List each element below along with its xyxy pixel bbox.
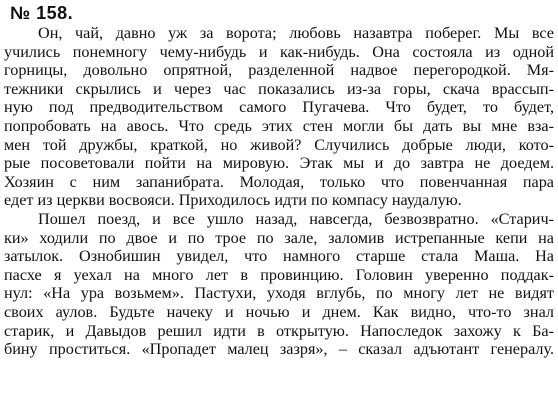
text-line: Он, чай, давно уж за ворота; любовь назавтра поберег. Мы все: [38, 24, 554, 42]
text-line: рые посоветовали пойти на мировую. Этак мы и до завтра не доедем.: [4, 154, 554, 173]
text-line: учились понемногу чему-нибудь и как-нибудь. Она состояла из одной: [4, 42, 554, 61]
text-line: мен той дружбы, краткой, но живой? Случились добрые люди, кото-: [4, 135, 554, 154]
exercise-page: [4, 2, 554, 359]
text-line: нул: «На ура возьмем». Пастухи, уходя вглубь, по многу лет не видят: [4, 284, 554, 303]
exercise-number: № 158.: [10, 3, 74, 23]
text-line: своих аулов. Будьте начеку и ночью и днем. Как видно, что-то знал: [4, 302, 554, 321]
text-line: пасхе я уехал на много лет в провинцию. Головин уверенно поддак-: [4, 265, 554, 284]
text-line: попробовать на авось. Что средь этих стен могли бы дать вы мне взa-: [4, 116, 554, 135]
text-line: бину проститься. «Пропадет малец зазря», – сказал адъютант генералу.: [4, 340, 554, 359]
text-line: ки» ходили по двое и по трое по зале, заломив истрепанные кепи на: [4, 228, 554, 247]
text-line: тежники скрылись и через час показались из-за горы, скача врассып-: [4, 79, 554, 98]
text-line: едет из церкви восвояси. Приходилось идти по компасу наудалую.: [4, 191, 462, 210]
text-line: Хозяин с ним запанибрата. Молодая, только что повенчанная пара: [4, 172, 554, 191]
paragraph-1: [4, 24, 554, 210]
text-line: старик, и Давыдов решил идти в открытую. Напоследок захожу к Ба-: [4, 321, 554, 340]
paragraph-2: [4, 210, 554, 359]
text-line: затылок. Ознобишин увидел, что намного старше стала Маша. На: [4, 247, 554, 266]
text-line: ную под предводительством самого Пугачева. Что будет, то будет,: [4, 98, 554, 117]
text-line: горницы, довольно опрятной, разделенной надвое перегородкой. Мя-: [4, 61, 554, 80]
text-line: Пошел поезд, и все ушло назад, навсегда, безвозвратно. «Старич-: [38, 209, 554, 228]
